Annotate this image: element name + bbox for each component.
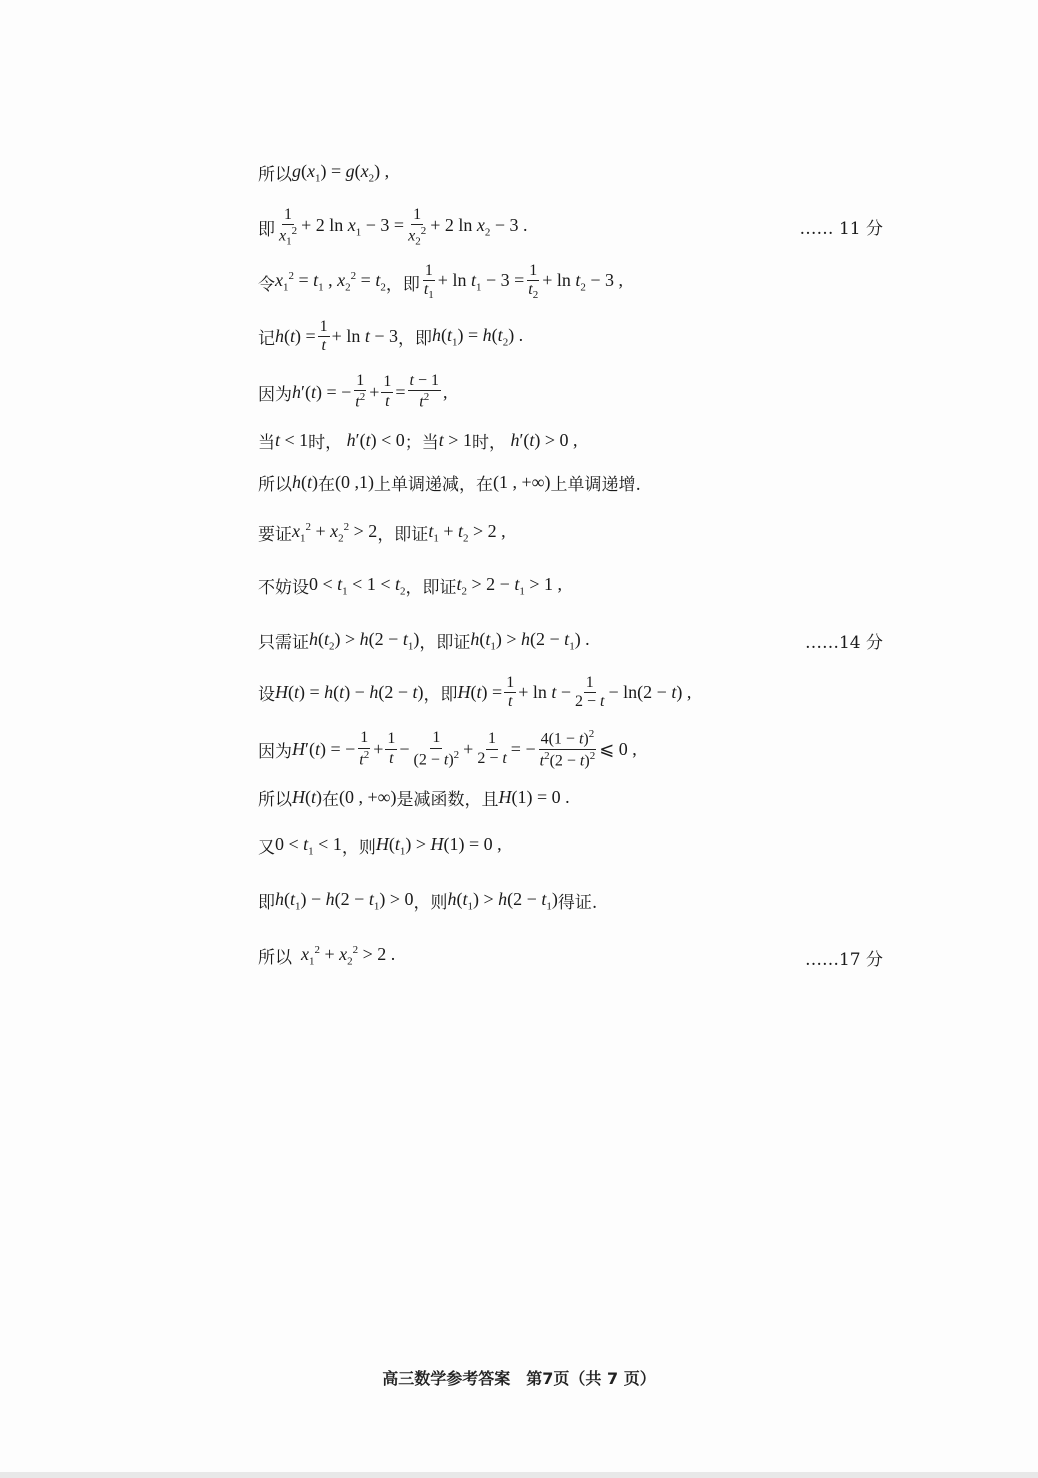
score-14: ……14 分 xyxy=(804,633,883,653)
solution-line-7: 所以 h(t) 在 (0 ,1) 上单调递减，在 (1 , +∞) 上单调递增. xyxy=(258,472,641,495)
solution-line-14: 又 $0 < t_1 < 1$ ，则 $H(t_1) > H(1) = 0$ , xyxy=(258,833,502,858)
solution-line-4: 记 h(t) = $\frac{1}{t}$ + ln t − 3 ，即 $h(t_1) = h(t_2)$ . xyxy=(258,318,524,355)
solution-line-2: 即 $\frac{1}{x_1^2}$ + 2 $\ln x_1 - 3$ = $\frac{1}{x_2^2}$ + 2 $\ln x_2 - 3$ . xyxy=(258,206,528,248)
solution-line-13: 所以 H(t) 在 (0 , +∞) 是减函数，且 H(1) = 0 . xyxy=(258,787,570,810)
solution-line-3: 令 $x_1^2 = t_1$ , $x_2^2 = t_2$ ，即 $\frac{1}{t_1}$ + $\ln t_1 - 3$ = $\frac{1}{t_2}$ + $\ln t_2 - 3$ , xyxy=(258,262,624,302)
score-17: ……17 分 xyxy=(804,950,883,970)
solution-line-12: 因为 H′(t) = − $\frac{1}{t^2}$ + $\frac{1}{t}$ − $\frac{1}{(2 - t)^2}$ + $\frac{1}{2 - t}$ = − $\frac{4(1 - t)^2}{t^2(2 - t)^2}$ ⩽ 0 , xyxy=(258,728,637,770)
bottom-edge xyxy=(0,1472,1038,1478)
solution-line-9: 不妨设 $0 < t_1 < 1 < t_2$ ，即证 $t_2 > 2 - t_1 > 1$ , xyxy=(258,573,562,598)
solution-line-1: 所以 $g(x_1) = g(x_2)$ , xyxy=(258,160,390,185)
solution-line-5: 因为 h′(t) = − $\frac{1}{t^2}$ + $\frac{1}{t}$ = $\frac{t - 1}{t^2}$ , xyxy=(258,372,448,411)
score-11: …… 11 分 xyxy=(799,219,883,239)
solution-line-10: 只需证 $h(t_2) > h(2 - t_1)$ ，即证 $h(t_1) > h(2 - t_1)$ . xyxy=(258,628,590,653)
solution-line-15: 即 $h(t_1) - h(2 - t_1) > 0$ ，则 $h(t_1) > h(2 - t_1)$ 得证. xyxy=(258,888,598,913)
page-footer: 高三数学参考答案 第7页（共 7 页） xyxy=(382,1369,656,1388)
solution-line-11: 设 H(t) = h(t) − h(2 − t) ，即 H(t) = $\frac{1}{t}$ + ln t − $\frac{1}{2 - t}$ − ln(2 − t) , xyxy=(258,674,692,711)
solution-line-6: 当 t < 1 时， h′(t) < 0 ；当 t > 1 时， h′(t) > 0 , xyxy=(258,430,578,453)
solution-line-8: 要证 $x_1^2 + x_2^2 > 2$ ，即证 $t_1 + t_2 > 2$ , xyxy=(258,520,506,545)
solution-line-16: 所以 $x_1^2 + x_2^2 > 2$ . xyxy=(258,943,396,968)
